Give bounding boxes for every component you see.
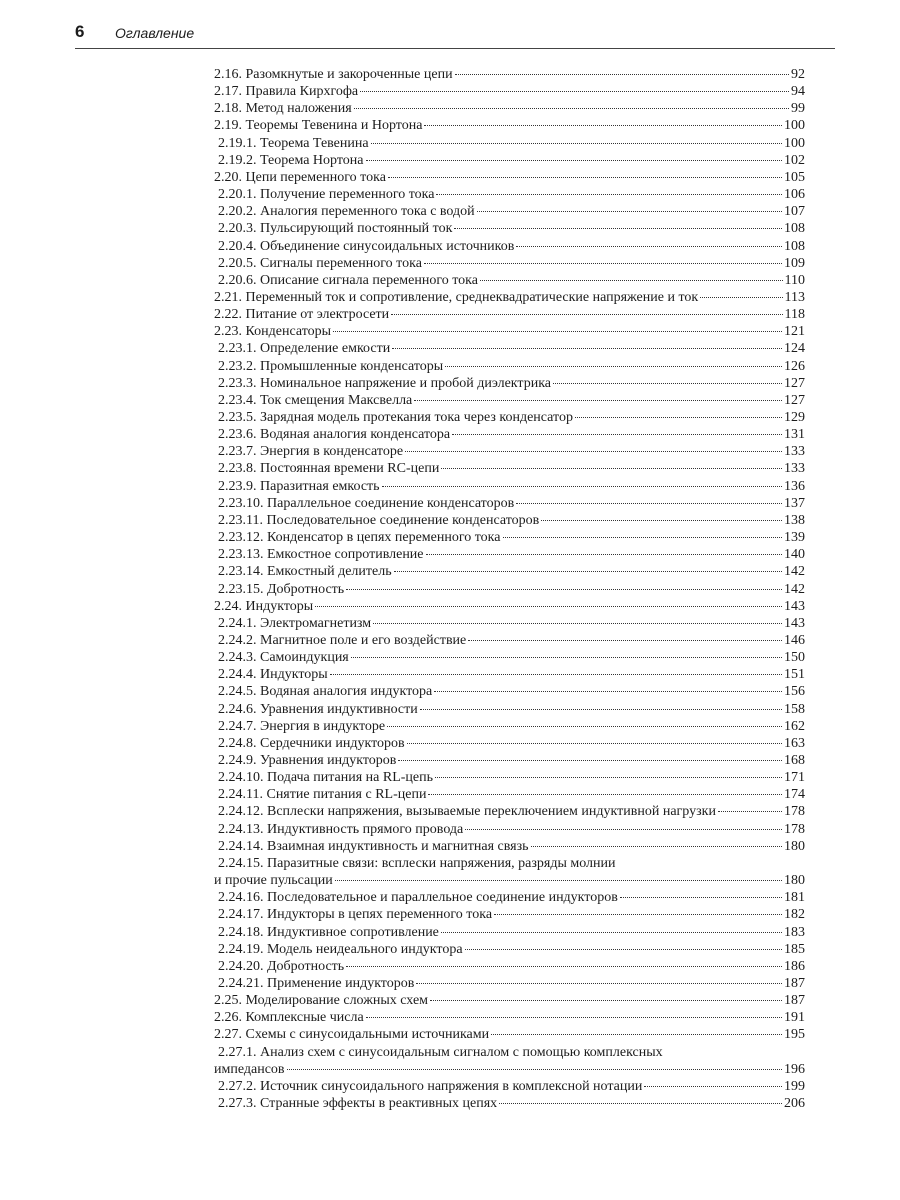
toc-entry[interactable] [214,598,805,616]
toc-entry-title: 2.23.1. Определение емкости [218,341,391,357]
toc-page-number: 182 [784,907,805,923]
dot-leader [430,1000,782,1001]
toc-entry-title: 2.22. Питание от электросети [214,307,390,323]
toc-entry-title: 2.24.4. Индукторы [218,667,328,683]
toc-entry[interactable] [218,460,805,478]
toc-entry[interactable] [218,272,805,290]
dot-leader [392,348,782,349]
dot-leader [541,520,782,521]
dot-leader [445,366,782,367]
toc-page-number: 191 [784,1010,805,1026]
dot-leader [435,777,782,778]
dot-leader [366,160,783,161]
toc-entry-title: 2.25. Моделирование сложных схем [214,993,429,1009]
toc-entry[interactable] [214,100,805,118]
toc-page-number: 139 [784,530,805,546]
toc-entry-title: 2.18. Метод наложения [214,101,352,117]
dot-leader [428,794,782,795]
toc-entry-title: 2.20.3. Пульсирующий постоянный ток [218,221,453,237]
toc-page-number: 143 [784,615,805,631]
toc-page-number: 109 [784,255,805,271]
toc-entry[interactable] [218,495,805,513]
toc-page-number: 133 [784,461,805,477]
toc-entry-title: 2.24.3. Самоиндукция [218,650,349,666]
toc-page-number: 108 [784,238,805,254]
toc-page-number: 127 [784,375,805,391]
toc-entry[interactable] [218,735,805,753]
dot-leader [333,331,782,332]
toc-entry-title: 2.24.16. Последовательное и параллельное соединение индукторов [218,890,618,906]
dot-leader [346,589,782,590]
toc-entry-title: 2.24.21. Применение индукторов [218,975,415,991]
page-number: 6 [75,22,85,41]
toc-entry[interactable] [218,752,805,770]
dot-leader [382,486,782,487]
toc-page-number: 105 [784,169,805,185]
toc-entry[interactable] [218,152,805,170]
toc-page-number: 186 [784,958,805,974]
toc-entry-title: 2.24.12. Всплески напряжения, вызываемые переключением индуктивной нагрузки [218,804,716,820]
toc-entry-title: 2.24.6. Уравнения индуктивности [218,701,418,717]
toc-entry-title: 2.23.5. Зарядная модель протекания тока через конденсатор [218,410,573,425]
toc-page-number: 163 [784,735,805,751]
toc-entry-title: 2.23.11. Последовательное соединение конденсаторов [218,512,540,528]
toc-page-number: 178 [784,821,805,837]
toc-page-number: 180 [784,873,805,889]
dot-leader [360,91,789,92]
toc-entry-title: 2.24.14. Взаимная индуктивность и магнитная связь [218,838,529,854]
toc-entry[interactable] [214,1009,805,1027]
toc-page-number: 187 [784,975,805,991]
toc-page-number: 180 [784,838,805,854]
toc-entry[interactable] [218,512,805,530]
toc-entry[interactable] [218,220,805,238]
toc-page-number: 151 [784,667,805,683]
toc-entry-title: 2.26. Комплексные числа [214,1010,364,1026]
dot-leader [398,760,782,761]
toc-page-number: 100 [784,118,805,134]
toc-entry[interactable] [218,838,805,856]
toc-entry-title: 2.23.15. Добротность [218,581,345,597]
dot-leader [465,829,782,830]
toc-entry-title: 2.21. Переменный ток и сопротивление, среднеквадратические напряжение и ток [214,289,699,305]
dot-leader [424,125,782,126]
toc-entry-title: 2.23.9. Паразитная емкость [218,478,380,494]
toc-entry[interactable] [218,889,805,907]
dot-leader [644,1086,782,1087]
dot-leader [477,211,782,212]
dot-leader [553,383,782,384]
toc-entry[interactable] [214,169,805,187]
toc-page-number: 146 [784,632,805,648]
toc-entry-title: 2.20.5. Сигналы переменного тока [218,255,422,271]
toc-entry[interactable] [218,666,805,684]
toc-page-number: 94 [791,84,805,100]
dot-leader [330,674,782,675]
toc-entry[interactable] [218,186,805,204]
toc-page-number: 140 [784,547,805,563]
dot-leader [434,691,782,692]
toc-entry[interactable] [218,358,805,376]
toc-entry[interactable] [218,906,805,924]
dot-leader [452,434,782,435]
toc-entry-title: 2.20.2. Аналогия переменного тока с водой [218,204,475,220]
toc-entry-title: 2.27. Схемы с синусоидальными источниками [214,1027,490,1043]
toc-entry[interactable] [218,803,805,821]
toc-entry[interactable] [214,323,805,341]
dot-leader [391,314,782,315]
toc-entry-title: 2.23.8. Постоянная времени RC-цепи [218,461,440,477]
toc-page-number: 168 [784,753,805,768]
toc-entry-title: 2.23.4. Ток смещения Максвелла [218,392,413,408]
toc-entry-title: 2.16. Разомкнутые и закороченные цепи [214,67,453,82]
toc-page-number: 158 [784,701,805,717]
toc-entry-title: 2.24.9. Уравнения индукторов [218,753,397,768]
dot-leader [494,914,782,915]
toc-entry-title: 2.23.6. Водяная аналогия конденсатора [218,427,451,443]
toc-entry-title: 2.19.2. Теорема Нортона [218,152,364,168]
toc-page-number: 206 [784,1096,805,1111]
toc-page-number: 138 [784,512,805,528]
dot-leader [420,709,782,710]
toc-entry[interactable] [218,409,805,427]
dot-leader [575,417,782,418]
dot-leader [491,1034,782,1035]
toc-page-number: 143 [784,598,805,614]
toc-entry-title: 2.23.13. Емкостное сопротивление [218,547,424,563]
dot-leader [424,263,782,264]
toc-entry-title: 2.19.1. Теорема Тевенина [218,135,369,151]
toc-entry[interactable] [218,769,805,787]
toc-page-number: 113 [784,289,805,305]
dot-leader [346,966,782,967]
toc-page-number: 195 [784,1027,805,1043]
toc-page-number: 183 [784,924,805,940]
toc-entry[interactable] [218,649,805,667]
toc-entry-title: 2.23.7. Энергия в конденсаторе [218,444,404,460]
toc-entry-title: 2.24.1. Электромагнетизм [218,615,372,631]
toc-entry-title: 2.27.1. Анализ схем с синусоидальным сигналом с помощью комплексных [218,1044,663,1060]
toc-entry[interactable] [218,563,805,581]
dot-leader [315,606,782,607]
toc-entry-title: импедансов [214,1061,285,1077]
toc-entry-title: 2.23.3. Номинальное напряжение и пробой диэлектрика [218,375,551,391]
toc-entry-title: 2.24.18. Индуктивное сопротивление [218,924,439,940]
toc-entry[interactable] [218,255,805,273]
toc-entry-title: 2.17. Правила Кирхгофа [214,84,359,100]
dot-leader [426,554,782,555]
toc-entry[interactable] [214,117,805,135]
toc-page-number: 107 [784,204,805,220]
toc-page-number: 92 [791,67,805,82]
dot-leader [503,537,783,538]
dot-leader [287,1069,782,1070]
toc-entry[interactable] [218,701,805,719]
toc-page-number: 126 [784,358,805,374]
toc-entry[interactable] [214,1026,805,1044]
toc-entry[interactable] [214,289,805,307]
toc-page-number: 178 [784,804,805,820]
toc-page-number: 106 [784,187,805,203]
toc-entry-title: и прочие пульсации [214,873,333,889]
toc-entry-title: 2.19. Теоремы Тевенина и Нортона [214,118,423,134]
dot-leader [366,1017,782,1018]
toc-page-number: 108 [784,221,805,237]
toc-page-number: 199 [784,1078,805,1094]
dot-leader [465,949,782,950]
toc-page-number: 102 [784,152,805,168]
toc-entry[interactable] [214,872,805,890]
toc-entry[interactable] [218,238,805,256]
toc-page-number: 99 [791,101,805,117]
toc-entry-title: 2.24.20. Добротность [218,958,345,974]
dot-leader [354,108,789,109]
toc-entry[interactable] [218,786,805,804]
dot-leader [516,246,782,247]
toc-entry[interactable] [218,1078,805,1096]
toc-entry-title: 2.27.3. Странные эффекты в реактивных цепях [218,1096,498,1111]
dot-leader [516,503,782,504]
dot-leader [700,297,782,298]
toc-page-number: 185 [784,941,805,957]
toc-page-number: 156 [784,684,805,700]
dot-leader [620,897,782,898]
toc-entry[interactable] [218,924,805,942]
toc-entry[interactable] [218,426,805,444]
toc-entry-title: 2.24.13. Индуктивность прямого провода [218,821,464,837]
toc-page-number: 137 [784,495,805,511]
toc-entry-title: 2.23.10. Параллельное соединение конденсаторов [218,495,515,511]
toc-entry-title: 2.20. Цепи переменного тока [214,169,386,185]
dot-leader [436,194,782,195]
dot-leader [335,880,782,881]
toc-entry-title: 2.24.15. Паразитные связи: всплески напряжения, разряды молнии [218,855,616,871]
toc-entry[interactable] [218,392,805,410]
dot-leader [351,657,782,658]
toc-entry-title: 2.24.5. Водяная аналогия индуктора [218,684,433,700]
toc-entry-title: 2.27.2. Источник синусоидального напряжения в комплексной нотации [218,1078,643,1094]
toc-entry-title: 2.24.2. Магнитное поле и его воздействие [218,632,467,648]
dot-leader [405,451,782,452]
toc-entry[interactable] [218,203,805,221]
toc-page-number: 124 [784,341,805,357]
dot-leader [531,846,782,847]
dot-leader [480,280,783,281]
toc-entry-title: 2.24.10. Подача питания на RL-цепь [218,770,433,786]
toc-entry[interactable] [218,683,805,701]
toc-entry-title: 2.23.12. Конденсатор в цепях переменного тока [218,530,501,546]
dot-leader [373,623,782,624]
toc-entry-title: 2.24.8. Сердечники индукторов [218,735,405,751]
toc-page-number: 136 [784,478,805,494]
toc-entry[interactable] [218,478,805,496]
toc-entry[interactable] [214,66,805,84]
dot-leader [414,400,782,401]
toc-entry[interactable] [218,615,805,633]
toc-page-number: 181 [784,890,805,906]
toc-entry[interactable] [218,941,805,959]
toc-entry-title: 2.23. Конденсаторы [214,324,332,340]
toc-entry-title: 2.24.7. Энергия в индукторе [218,718,386,734]
dot-leader [394,571,782,572]
toc-entry[interactable] [218,375,805,393]
toc-entry-title: 2.20.1. Получение переменного тока [218,187,435,203]
toc-entry[interactable] [214,83,805,101]
dot-leader [455,74,789,75]
dot-leader [416,983,782,984]
toc-page-number: 150 [784,650,805,666]
dot-leader [407,743,782,744]
toc-page-number: 162 [784,718,805,734]
running-title: Оглавление [115,25,195,41]
dot-leader [441,932,782,933]
dot-leader [441,468,782,469]
toc-entry[interactable] [218,1095,805,1113]
toc-entry[interactable] [218,546,805,564]
dot-leader [388,177,782,178]
toc-page-number: 127 [784,392,805,408]
toc-entry-title: 2.20.4. Объединение синусоидальных источников [218,238,515,254]
toc-entry[interactable] [218,718,805,736]
toc-entry[interactable] [218,340,805,358]
toc-page-number: 110 [784,272,805,288]
toc-entry[interactable] [218,975,805,993]
dot-leader [371,143,782,144]
toc-entry[interactable] [218,821,805,839]
dot-leader [718,811,782,812]
toc-page-number: 100 [784,135,805,151]
toc-entry[interactable] [218,958,805,976]
toc-entry-title: 2.24.19. Модель неидеального индуктора [218,941,463,957]
dot-leader [468,640,782,641]
toc-page-number: 196 [784,1061,805,1077]
toc-page-number: 129 [784,410,805,425]
toc-page-number: 142 [784,581,805,597]
toc-page-number: 142 [784,564,805,580]
toc-entry-title: 2.24.17. Индукторы в цепях переменного тока [218,907,493,923]
toc-entry[interactable] [214,306,805,324]
toc-entry[interactable] [214,1061,805,1079]
toc-page-number: 171 [784,770,805,786]
toc-page-number: 118 [784,307,805,323]
toc-entry[interactable] [218,581,805,599]
toc-entry-title: 2.23.14. Емкостный делитель [218,564,392,580]
toc-entry[interactable] [218,135,805,153]
toc-entry-title: 2.24. Индукторы [214,598,314,614]
toc-entry[interactable] [218,443,805,461]
dot-leader [454,228,782,229]
toc-entry-title: 2.24.11. Снятие питания с RL-цепи [218,787,427,803]
dot-leader [499,1103,782,1104]
toc-entry[interactable] [218,529,805,547]
toc-page-number: 187 [784,993,805,1009]
toc-entry-title: 2.23.2. Промышленные конденсаторы [218,358,444,374]
toc-page-number: 121 [784,324,805,340]
toc-entry[interactable] [218,632,805,650]
dot-leader [387,726,782,727]
toc-page-number: 174 [784,787,805,803]
toc-entry[interactable] [214,992,805,1010]
toc-page-number: 133 [784,444,805,460]
toc-entry-title: 2.20.6. Описание сигнала переменного тока [218,272,478,288]
toc-page-number: 131 [784,427,805,443]
